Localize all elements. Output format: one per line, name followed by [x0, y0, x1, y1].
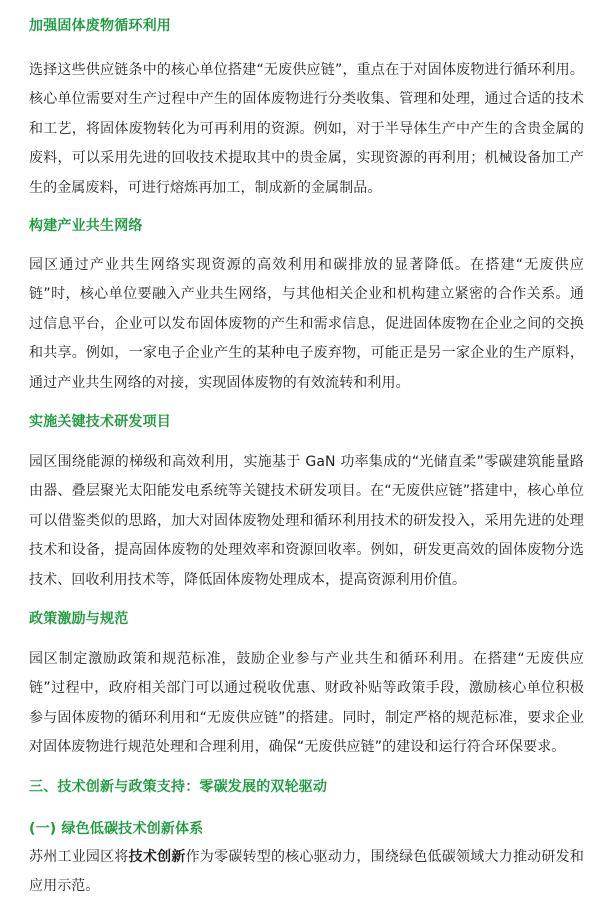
final-paragraph-before: 苏州工业园区将 [29, 849, 129, 865]
section-paragraph-solid-waste-recycling: 选择这些供应链条中的核心单位搭建“无废供应链”，重点在于对固体废物进行循环利用。核心单位需要对生产过程中产生的固体废物进行分类收集、管理和处理，通过合适的技术和工艺，将固体废物转化为可再利用的资源。例如，对于半导体生产中产生的含贵金属的废料，可以采用先进的回收技术提取其中的贵金属，实现资源的再利用；机械设备加工产生的金属废料，可进行熔炼再加工，制成新的金属制品。 [29, 62, 584, 196]
section-paragraph-policy-incentives: 园区制定激励政策和规范标准，鼓励企业参与产业共生和循环利用。在搭建“无废供应链”过程中，政府相关部门可以通过税收优惠、财政补贴等政策手段，激励核心单位积极参与固体废物的循环利用和“无废供应链”的搭建。同时，制定严格的规范标准，要求企业对固体废物进行规范处理和合理利用，确保“无废供应链”的建设和运行符合环保要求。 [29, 651, 584, 756]
section-heading-policy-incentives: 政策激励与规范 [29, 611, 129, 627]
section-heading-industrial-symbiosis: 构建产业共生网络 [29, 218, 143, 234]
section-heading-solid-waste-recycling: 加强固体废物循环利用 [29, 18, 171, 34]
section-heading-key-tech-rd: 实施关键技术研发项目 [29, 414, 171, 430]
section-paragraph-key-tech-rd: 园区围绕能源的梯级和高效利用，实施基于 GaN 功率集成的“光储直柔”零碳建筑能量路由器、叠层聚光太阳能发电系统等关键技术研发项目。在“无废供应链”搭建中，核心单位可以借鉴类似的思路，加大对固体废物处理和循环利用技术的研发投入，采用先进的处理技术和设备，提高固体废物的处理效率和资源回收率。例如，研发更高效的固体废物分选技术、回收利用技术等，降低固体废物处理成本，提高资源利用价值。 [29, 454, 584, 588]
final-paragraph-bold: 技术创新 [128, 849, 186, 865]
final-paragraph-after: 作为零碳转型的核心驱动力，围绕绿色低碳领域大力推动研发和应用示范。 [29, 849, 584, 895]
chapter-heading: 三、技术创新与政策支持：零碳发展的双轮驱动 [29, 779, 328, 795]
section-paragraph-industrial-symbiosis: 园区通过产业共生网络实现资源的高效利用和碳排放的显著降低。在搭建“无废供应链”时，核心单位要融入产业共生网络，与其他相关企业和机构建立紧密的合作关系。通过信息平台，企业可以发布固体废物的产生和需求信息，促进固体废物在企业之间的交换和共享。例如，一家电子企业产生的某种电子废弃物，可能正是另一家企业的生产原料，通过产业共生网络的对接，实现固体废物的有效流转和利用。 [29, 257, 584, 391]
final-paragraph [29, 843, 584, 902]
sub-heading: (一) 绿色低碳技术创新体系 [29, 821, 204, 837]
